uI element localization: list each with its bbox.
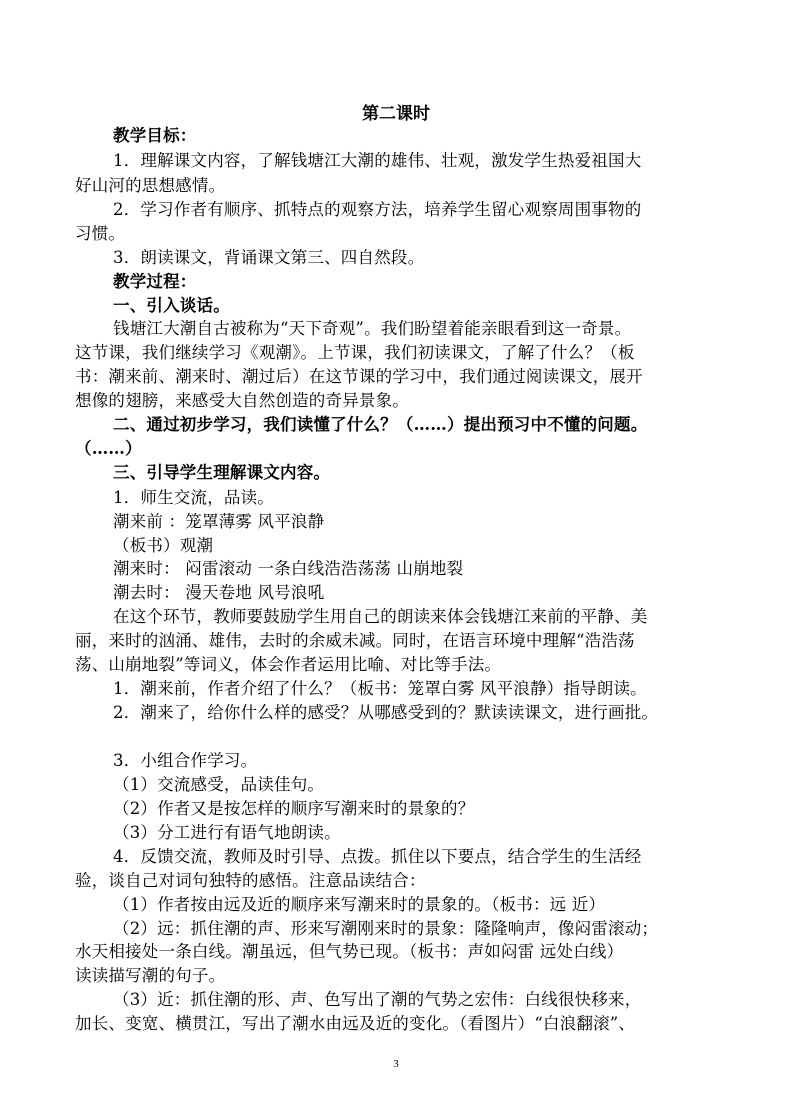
text-line: 潮去时： 漫天卷地 风号浪吼	[113, 583, 325, 602]
text-line: 1．理解课文内容，了解钱塘江大潮的雄伟、壮观，激发学生热爱祖国大	[113, 151, 642, 170]
text-line: 想像的翅膀，来感受大自然创造的奇异景象。	[75, 391, 409, 410]
section-heading-intro: 一、引入谈话。	[113, 296, 230, 315]
text-line: （1）交流感受，品读佳句。	[113, 775, 325, 794]
text-line: 潮来时： 闷雷滚动 一条白线浩浩荡荡 山崩地裂	[113, 559, 464, 578]
text-line: （1）作者按由远及近的顺序来写潮来时的景象的。（板书：远 近）	[113, 895, 606, 914]
text-line: 好山河的思想感情。	[75, 176, 226, 195]
text-line: 荡、山崩地裂”等词义，体会作者运用比喻、对比等手法。	[75, 655, 502, 674]
text-line: （2）远：抓住潮的声、形来写潮刚来时的景象：隆隆响声，像闷雷滚动；	[113, 919, 659, 938]
text-line: 这节课，我们继续学习《观潮》。上节课，我们初读课文，了解了什么？（板	[75, 343, 635, 362]
text-line: 2．潮来了，给你什么样的感受？从哪感受到的？默读读课文，进行画批。	[113, 703, 659, 722]
text-line: 读读描写潮的句子。	[75, 966, 226, 985]
text-line: 3．朗读课文，背诵课文第三、四自然段。	[113, 248, 425, 267]
text-line: （3）近：抓住潮的形、声、色写出了潮的气势之宏伟：白线很快移来，	[113, 990, 642, 1009]
section-heading-process: 教学过程：	[113, 272, 197, 291]
section-heading-objectives: 教学目标：	[113, 126, 197, 145]
text-line: （3）分工进行有语气地朗读。	[113, 823, 341, 842]
text-line: （板书）观潮	[113, 536, 214, 555]
section-heading-understanding: 三、引导学生理解课文内容。	[113, 463, 331, 482]
text-line: 1．师生交流，品读。	[113, 488, 274, 507]
text-line: 在这个环节，教师要鼓励学生用自己的朗读来体会钱塘江来前的平静、美	[113, 607, 648, 626]
text-line: 钱塘江大潮自古被称为“天下奇观”。我们盼望着能亲眼看到这一奇景。	[113, 319, 632, 338]
text-line: （2）作者又是按怎样的顺序写潮来时的景象的？	[113, 799, 475, 818]
section-heading-continuation: （……）	[75, 439, 142, 458]
page-number: 3	[393, 1058, 399, 1070]
text-line: 习惯。	[75, 224, 126, 243]
text-line: 水天相接处一条白线。潮虽远，但气势已现。（板书：声如闷雷 远处白线）	[75, 942, 624, 961]
text-line: 书：潮来前、潮来时、潮过后）在这节课的学习中，我们通过阅读课文，展开	[75, 367, 643, 386]
text-line: 验，谈自己对词句独特的感悟。注意品读结合：	[75, 871, 426, 890]
text-line: 4．反馈交流，教师及时引导、点拨。抓住以下要点，结合学生的生活经	[113, 847, 642, 866]
text-line: 1．潮来前，作者介绍了什么？（板书：笼罩白雾 风平浪静）指导朗读。	[113, 679, 647, 698]
page-title: 第二课时	[362, 104, 430, 124]
text-line: 潮来前 ：笼罩薄雾 风平浪静	[113, 512, 325, 531]
text-line: 丽，来时的汹涌、雄伟，去时的余威未减。同时，在语言环境中理解“浩浩荡	[75, 631, 635, 650]
text-line: 3．小组合作学习。	[113, 751, 258, 770]
text-line: 加长、变宽、横贯江，写出了潮水由远及近的变化。（看图片）“白浪翻滚”、	[75, 1014, 636, 1033]
text-line: 2．学习作者有顺序、抓特点的观察方法，培养学生留心观察周围事物的	[113, 200, 642, 219]
section-heading-preview: 二、通过初步学习，我们读懂了什么？（……）提出预习中不懂的问题。	[113, 415, 648, 434]
